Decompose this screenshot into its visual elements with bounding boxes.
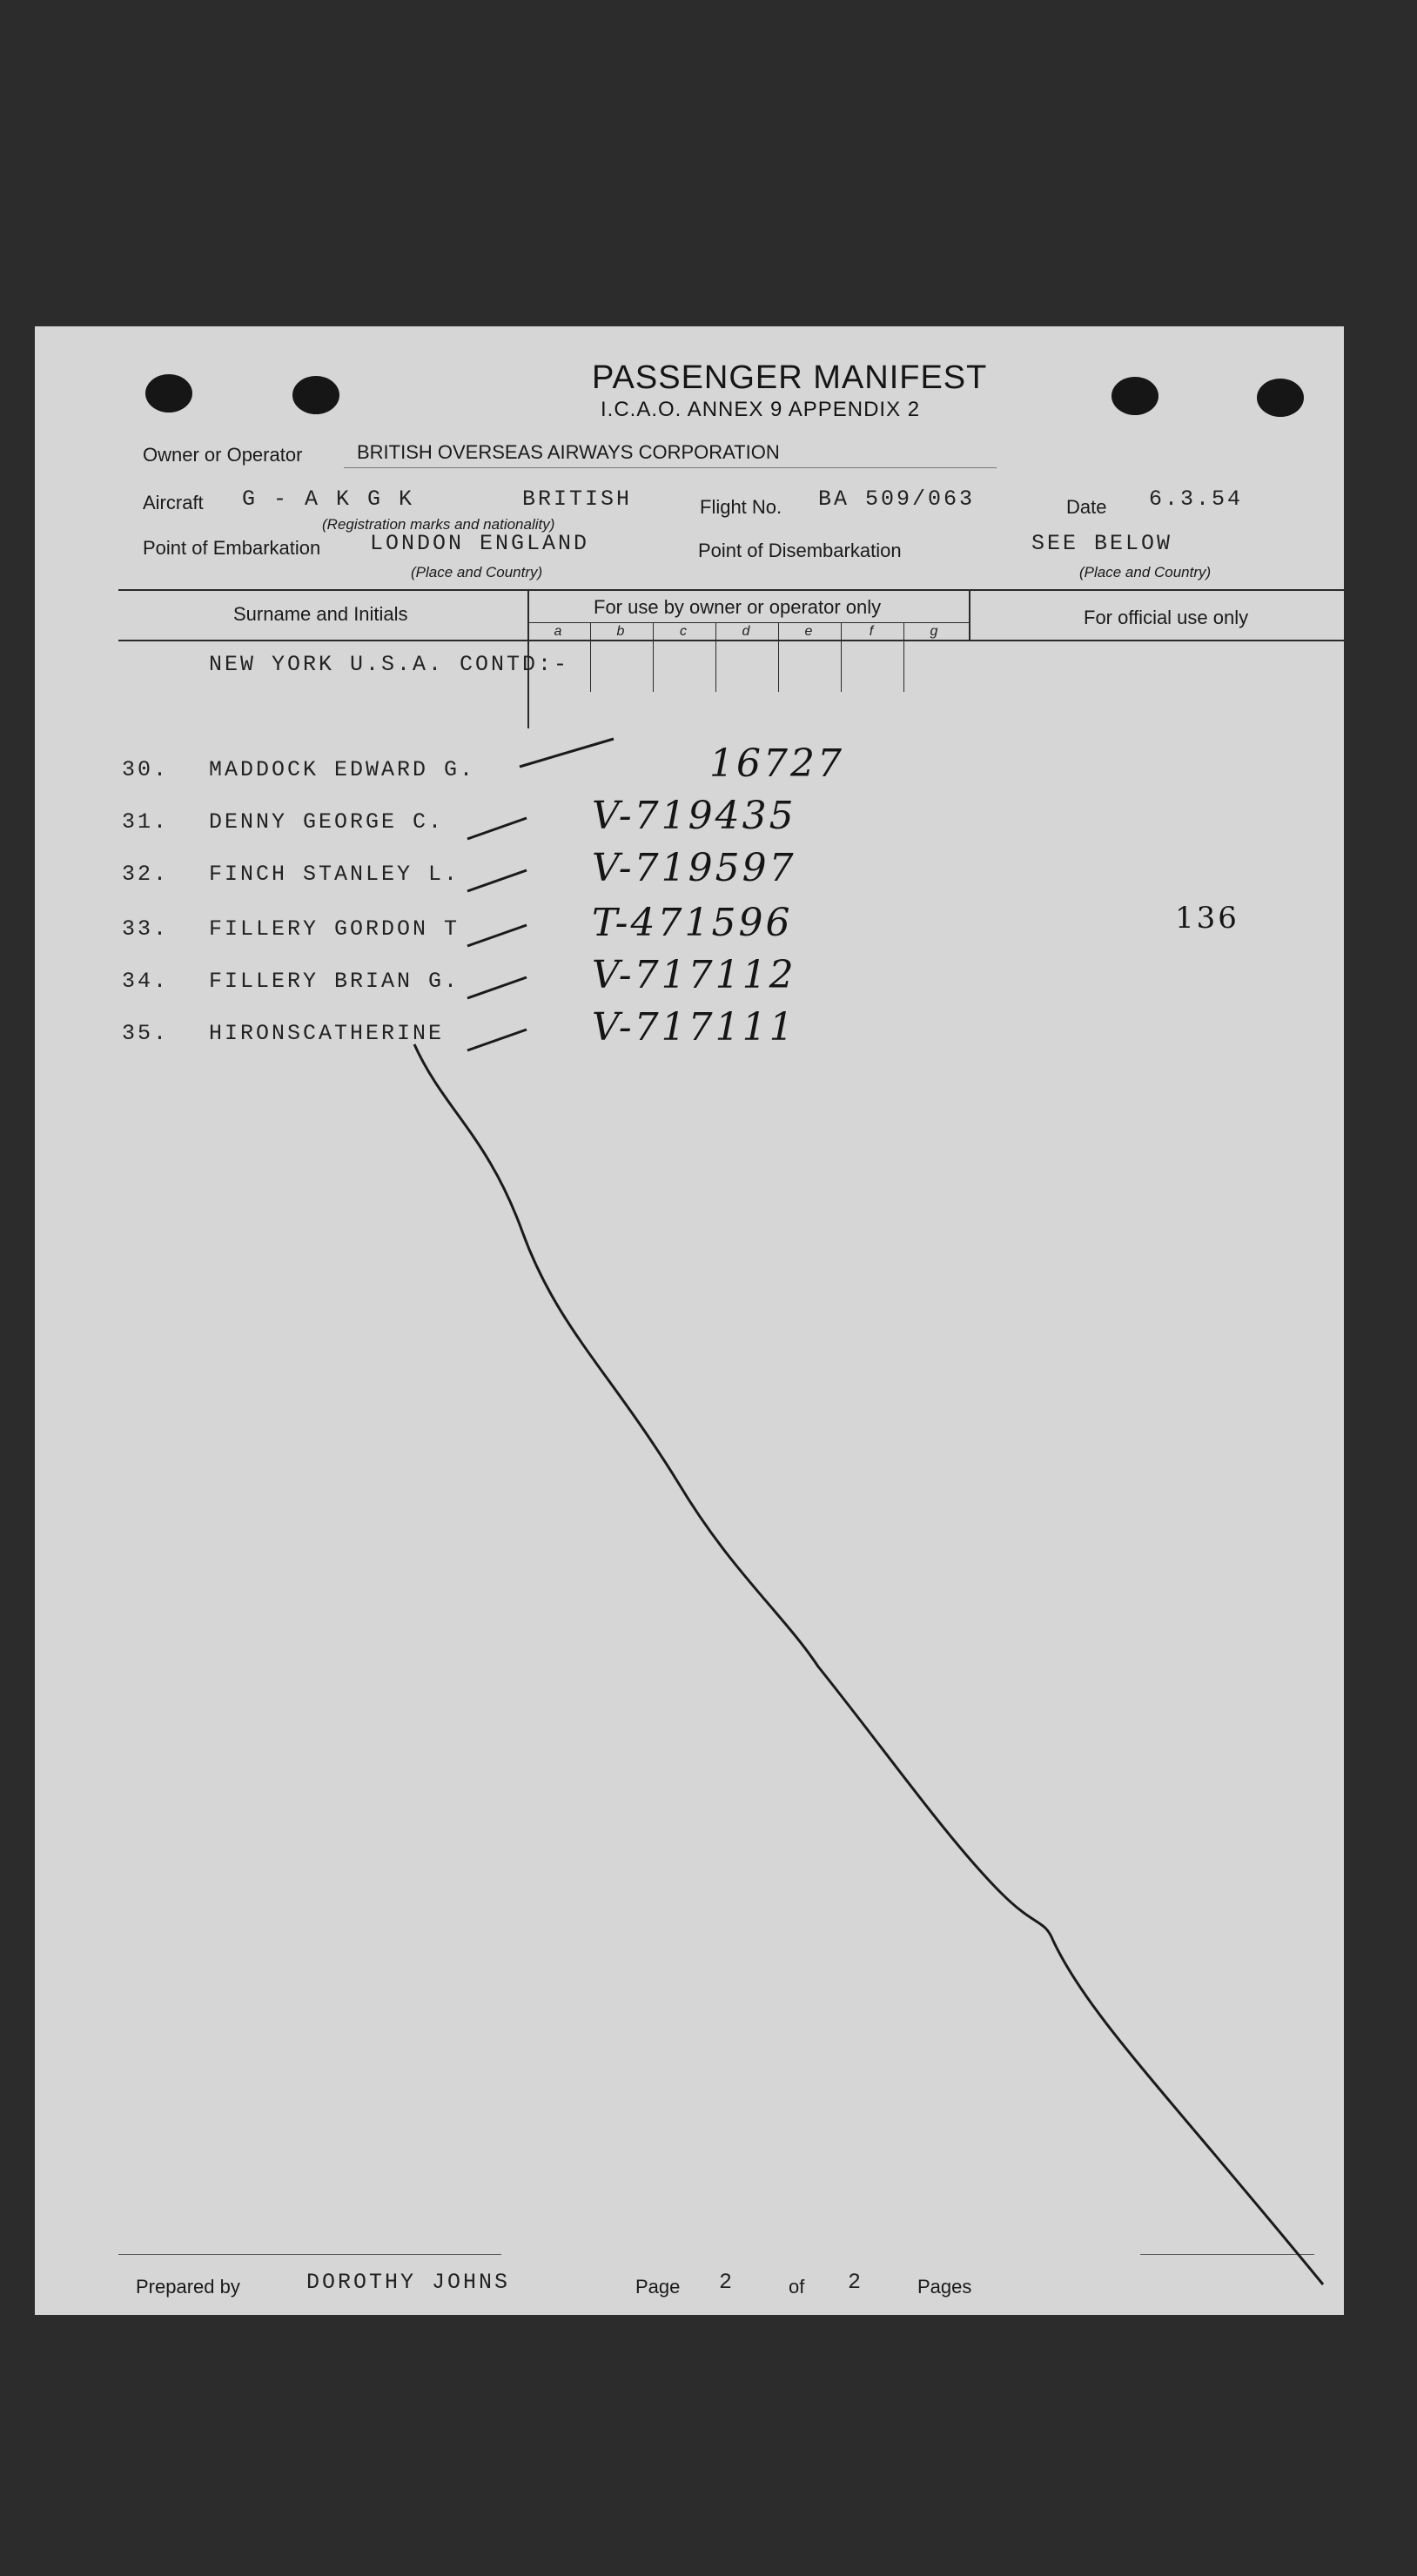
- flight-value: BA 509/063: [818, 486, 976, 512]
- passenger-number: 35.: [122, 1021, 170, 1046]
- sub-column-f: f: [869, 624, 874, 639]
- embarkation-note: (Place and Country): [411, 564, 543, 580]
- flight-label: Flight No.: [700, 496, 782, 518]
- disembarkation-label: Point of Disembarkation: [698, 540, 902, 561]
- disembarkation-value: SEE BELOW: [1031, 531, 1173, 556]
- handwritten-reference: T-471596: [592, 901, 793, 945]
- disembarkation-note: (Place and Country): [1079, 564, 1212, 580]
- prepared-value: DOROTHY JOHNS: [306, 2270, 511, 2295]
- page-label: Page: [635, 2276, 681, 2298]
- sub-column-g: g: [930, 624, 938, 639]
- embarkation-label: Point of Embarkation: [143, 537, 321, 559]
- manifest-sheet: [35, 326, 1344, 2315]
- passenger-number: 33.: [122, 916, 170, 942]
- form-title: PASSENGER MANIFEST: [592, 359, 988, 396]
- passenger-name: FINCH STANLEY L.: [209, 862, 460, 887]
- total-pages-value: 2: [848, 2270, 864, 2295]
- page-value: 2: [719, 2270, 735, 2295]
- date-value: 6.3.54: [1149, 486, 1244, 512]
- passenger-name: DENNY GEORGE C.: [209, 809, 445, 835]
- passenger-name: FILLERY BRIAN G.: [209, 969, 460, 994]
- handwritten-reference: V-717112: [592, 953, 796, 997]
- sub-column-c: c: [680, 624, 687, 639]
- owner-label: Owner or Operator: [143, 444, 303, 466]
- handwritten-reference: V-717111: [592, 1005, 796, 1050]
- passenger-name: FILLERY GORDON T: [209, 916, 460, 942]
- embarkation-value: LONDON ENGLAND: [370, 531, 590, 556]
- date-label: Date: [1066, 496, 1107, 518]
- passenger-number: 34.: [122, 969, 170, 994]
- continued-line: NEW YORK U.S.A. CONTD:-: [209, 652, 570, 677]
- official-note: 136: [1175, 901, 1239, 936]
- aircraft-label: Aircraft: [143, 492, 204, 513]
- nationality-value: BRITISH: [522, 486, 633, 512]
- passenger-number: 32.: [122, 862, 170, 887]
- owner-value: BRITISH OVERSEAS AIRWAYS CORPORATION: [357, 441, 780, 463]
- passenger-name: MADDOCK EDWARD G.: [209, 757, 476, 782]
- handwritten-reference: V-719597: [592, 846, 796, 890]
- handwritten-reference: V-719435: [592, 794, 796, 838]
- strike-through-line: [35, 326, 1344, 2315]
- col-owner-use: For use by owner or operator only: [594, 596, 882, 618]
- col-official: For official use only: [1084, 607, 1249, 628]
- registration-note: (Registration marks and nationality): [322, 516, 555, 533]
- passenger-number: 31.: [122, 809, 170, 835]
- sub-column-a: a: [554, 624, 562, 639]
- form-subtitle: I.C.A.O. ANNEX 9 APPENDIX 2: [601, 398, 921, 421]
- aircraft-value: G - A K G K: [242, 486, 415, 512]
- passenger-name: HIRONSCATHERINE: [209, 1021, 445, 1046]
- col-surname: Surname and Initials: [233, 603, 408, 625]
- of-label: of: [789, 2276, 805, 2298]
- handwritten-reference: 16727: [709, 741, 844, 786]
- sub-column-b: b: [616, 624, 625, 639]
- pages-label: Pages: [917, 2276, 972, 2298]
- passenger-number: 30.: [122, 757, 170, 782]
- sub-column-e: e: [804, 624, 813, 639]
- sub-column-d: d: [742, 624, 750, 639]
- prepared-label: Prepared by: [136, 2276, 240, 2298]
